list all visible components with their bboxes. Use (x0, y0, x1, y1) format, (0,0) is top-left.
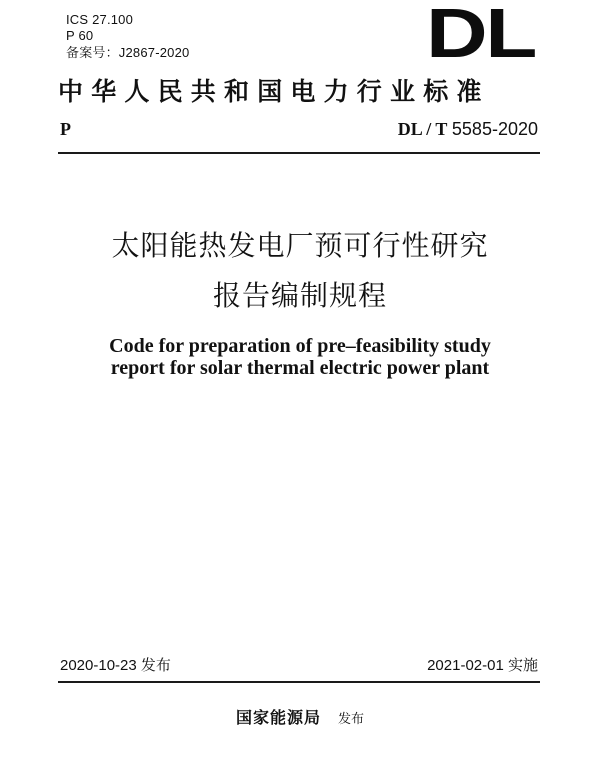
chinese-title-line-2: 报告编制规程 (212, 279, 387, 312)
chinese-title-line-1: 太阳能热发电厂预可行性研究 (111, 229, 489, 262)
publisher-action: 发布 (338, 712, 365, 727)
ics-code: ICS 27.100 (66, 12, 134, 27)
standard-code: DL / T (397, 119, 448, 139)
english-title-line-2: report for solar thermal electric power plant (110, 357, 490, 379)
standard-serial: 5585-2020 (451, 119, 538, 139)
publisher-name: 国家能源局 (235, 708, 321, 727)
standard-number (398, 118, 538, 140)
industry-standard-heading: 中华人民共和国电力行业标准 (58, 77, 490, 106)
issue-date: 2020-10-23 发布 (60, 657, 171, 674)
class-letter: P (60, 119, 71, 139)
publisher-line (0, 705, 600, 728)
dl-logo: DL (426, 0, 535, 72)
implementation-date: 2021-02-01 实施 (427, 657, 538, 674)
classification-code: P 60 (66, 28, 94, 43)
english-title-line-1: Code for preparation of pre–feasibility study (109, 335, 491, 357)
footer-divider (58, 681, 540, 683)
record-number: 备案号：J2867-2020 (66, 45, 190, 60)
header-divider (58, 152, 540, 154)
